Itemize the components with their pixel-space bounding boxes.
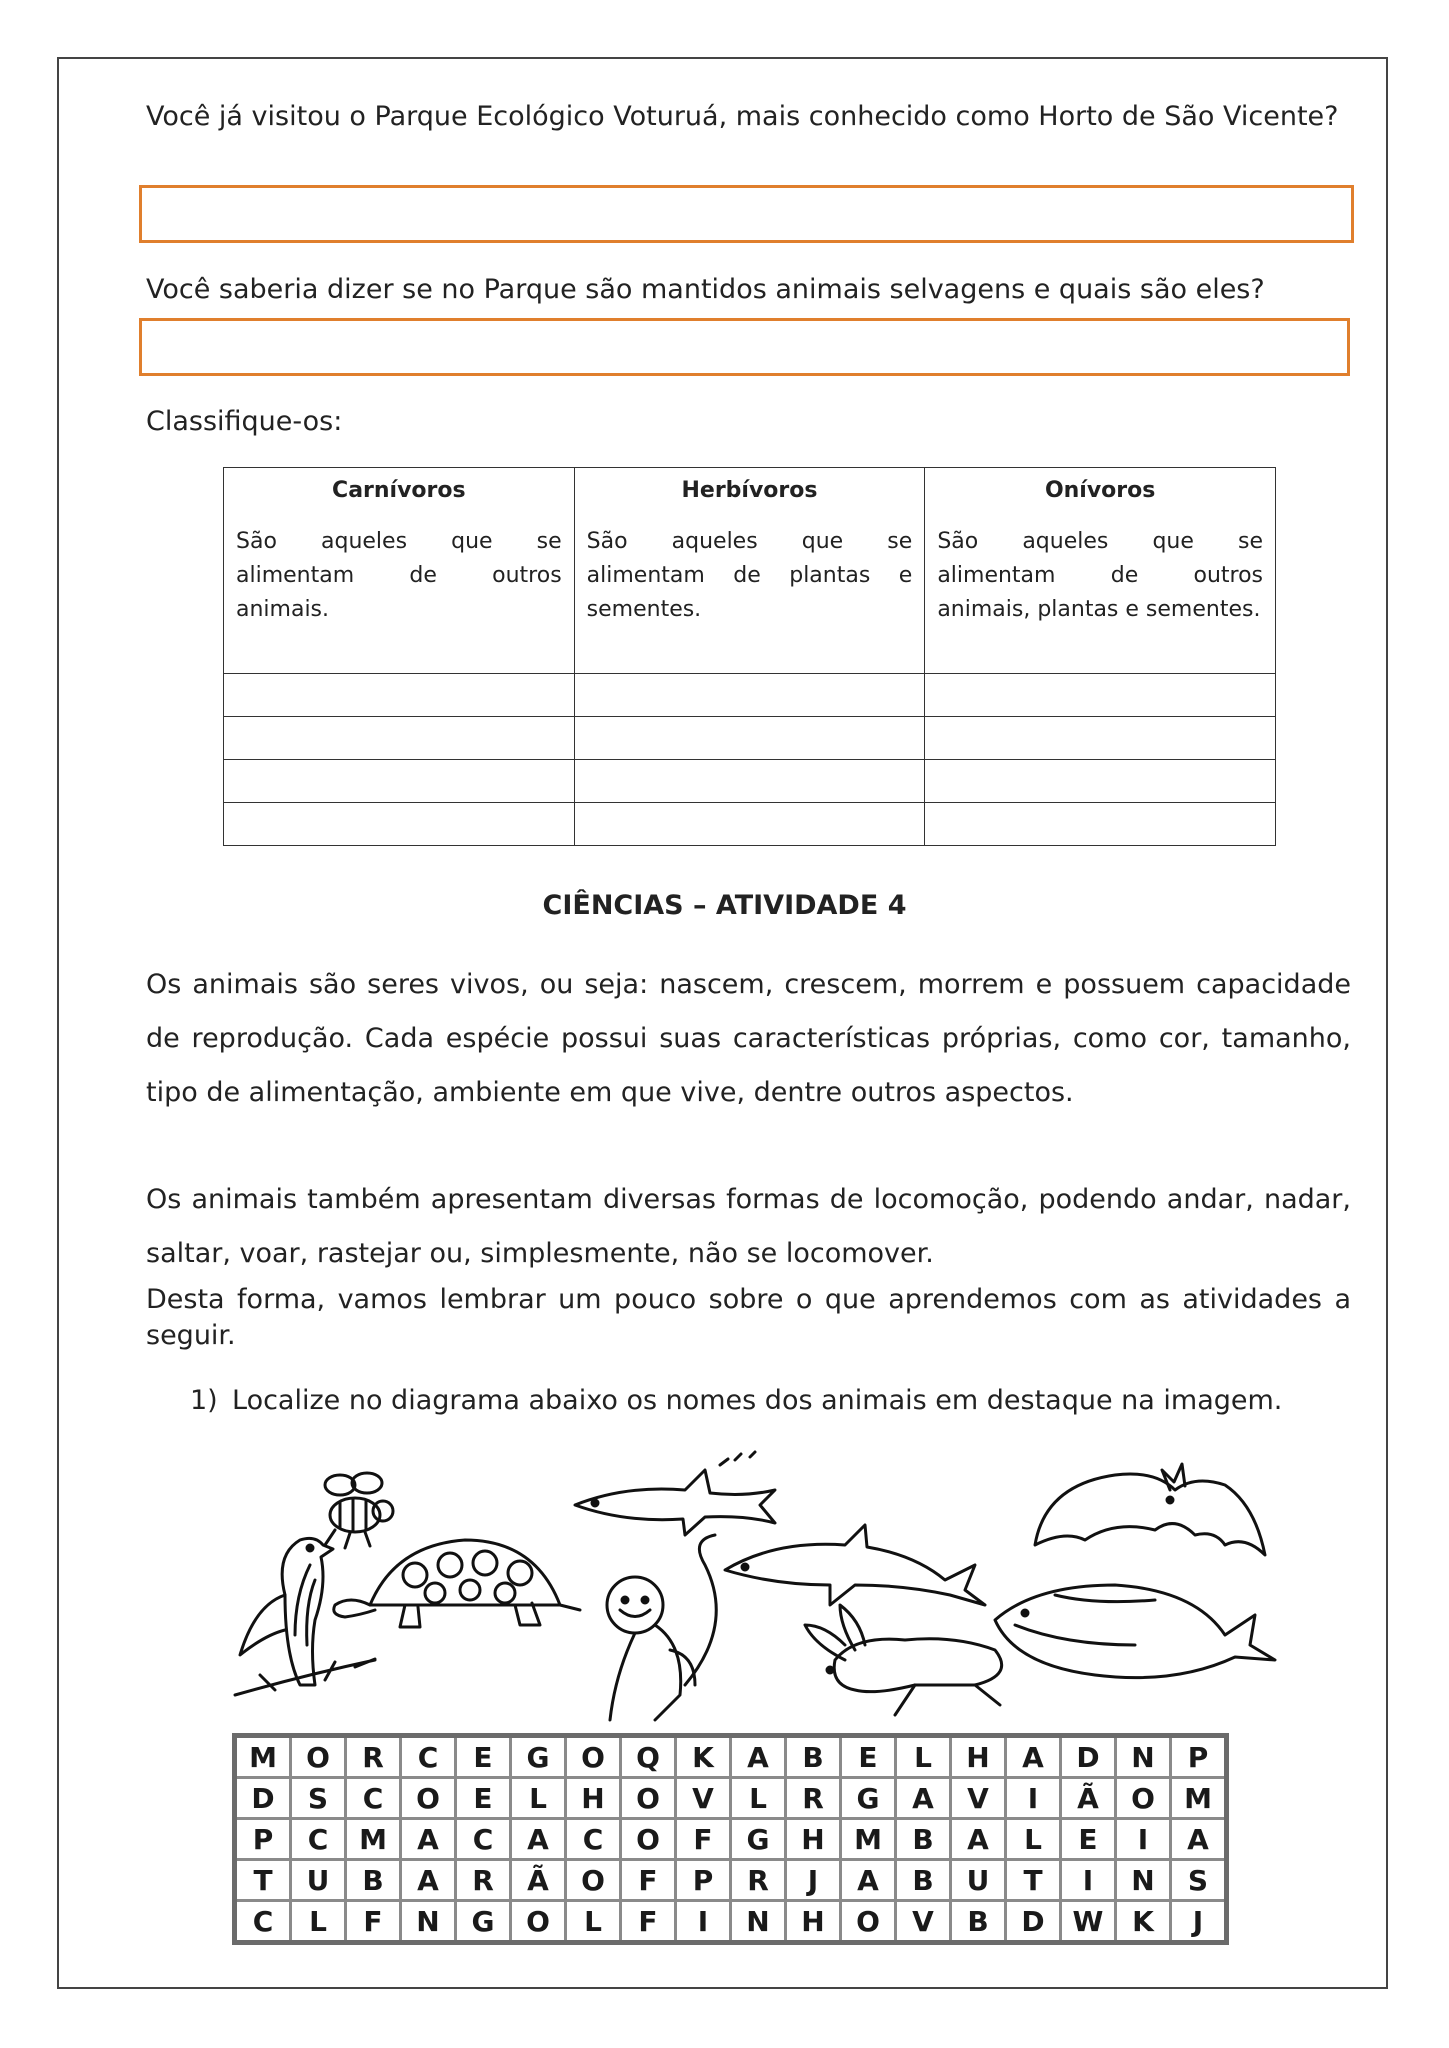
word-search-cell[interactable]: H [566, 1778, 621, 1819]
blank-row [224, 760, 1276, 803]
word-search-cell[interactable]: N [401, 1901, 456, 1943]
classify-prompt: Classifique-os: [146, 406, 343, 437]
word-search-cell[interactable]: D [235, 1778, 291, 1819]
word-search-cell[interactable]: J [1171, 1901, 1227, 1943]
word-search-cell[interactable]: O [511, 1901, 566, 1943]
blank-row [224, 717, 1276, 760]
word-search-cell[interactable]: F [676, 1819, 731, 1860]
word-search-cell[interactable]: C [235, 1901, 291, 1943]
word-search-cell[interactable]: C [346, 1778, 401, 1819]
word-search-cell[interactable]: S [1171, 1860, 1227, 1901]
word-search-cell[interactable]: P [1171, 1736, 1227, 1778]
header-omnivores: Onívoros [925, 468, 1276, 504]
word-search-cell[interactable]: M [841, 1819, 896, 1860]
word-search-row [235, 1860, 1227, 1901]
blank-row [224, 803, 1276, 846]
word-search-cell[interactable]: A [896, 1778, 951, 1819]
word-search-cell[interactable]: G [731, 1819, 786, 1860]
whale-drawing [995, 1585, 1275, 1678]
word-search-cell[interactable]: T [235, 1860, 291, 1901]
animals-illustration [215, 1445, 1295, 1725]
answer-box-animals[interactable] [139, 318, 1350, 376]
monkey-drawing [607, 1535, 716, 1720]
word-search-cell[interactable]: H [786, 1819, 841, 1860]
word-search-cell[interactable]: A [1006, 1736, 1061, 1778]
word-search-cell[interactable]: P [676, 1860, 731, 1901]
word-search-cell[interactable]: L [511, 1778, 566, 1819]
word-search-cell[interactable]: O [621, 1778, 676, 1819]
desc-herbivores: São aqueles que se alimentam de plantas e sementes. [574, 503, 925, 674]
word-search-cell[interactable]: R [456, 1860, 511, 1901]
word-search-cell[interactable]: S [291, 1778, 346, 1819]
word-search-cell[interactable]: A [511, 1819, 566, 1860]
word-search-cell[interactable]: O [291, 1736, 346, 1778]
blank-cell-carnivores[interactable] [224, 803, 575, 846]
word-search-cell[interactable]: B [346, 1860, 401, 1901]
word-search-cell[interactable]: A [951, 1819, 1006, 1860]
word-search-cell[interactable]: O [566, 1860, 621, 1901]
word-search-cell[interactable]: V [951, 1778, 1006, 1819]
exercise-1 [190, 1381, 1282, 1421]
word-search-cell[interactable]: E [456, 1736, 511, 1778]
word-search-cell[interactable]: A [401, 1860, 456, 1901]
blank-cell-omnivores[interactable] [925, 674, 1276, 717]
word-search-cell[interactable]: O [841, 1901, 896, 1943]
word-search-cell[interactable]: C [291, 1819, 346, 1860]
word-search-cell[interactable]: A [731, 1736, 786, 1778]
word-search-cell[interactable]: H [786, 1901, 841, 1943]
paragraph-living-beings: Os animais são seres vivos, ou seja: nascem, crescem, morrem e possuem capacidade de reprodução. Cada espécie possui suas características próprias, como cor, tamanho, tipo de alimentação, ambiente em que vive, dentre outros aspectos. [146, 969, 1351, 1108]
word-search-cell[interactable]: O [1116, 1778, 1171, 1819]
desc-omnivores: São aqueles que se alimentam de outros animais, plantas e sementes. [925, 503, 1276, 674]
word-search-cell[interactable]: J [786, 1860, 841, 1901]
word-search-cell[interactable]: M [1171, 1778, 1227, 1819]
word-search-cell[interactable]: B [896, 1819, 951, 1860]
word-search-cell[interactable]: G [511, 1736, 566, 1778]
word-search-row [235, 1901, 1227, 1943]
blank-cell-herbivores[interactable] [574, 760, 925, 803]
paragraph-intro-activities: Desta forma, vamos lembrar um pouco sobre o que aprendemos com as atividades a seguir. [146, 1284, 1351, 1351]
exercise-number: 1) [190, 1385, 218, 1416]
word-search-cell[interactable]: O [566, 1736, 621, 1778]
section-title: CIÊNCIAS – ATIVIDADE 4 [542, 890, 907, 921]
word-search-cell[interactable]: L [731, 1778, 786, 1819]
paragraph-locomotion: Os animais também apresentam diversas formas de locomoção, podendo andar, nadar, saltar, voar, rastejar ou, simplesmente, não se locomover. [146, 1184, 1351, 1269]
word-search-cell[interactable]: L [291, 1901, 346, 1943]
word-search-cell[interactable]: C [401, 1736, 456, 1778]
blank-cell-carnivores[interactable] [224, 760, 575, 803]
word-search-cell[interactable]: H [951, 1736, 1006, 1778]
classification-table [223, 467, 1276, 846]
shark-drawing [575, 1452, 775, 1535]
word-search-cell[interactable]: O [401, 1778, 456, 1819]
rabbit-drawing [805, 1605, 1002, 1715]
word-search-cell[interactable]: V [676, 1778, 731, 1819]
word-search-cell[interactable]: G [456, 1901, 511, 1943]
word-search-cell[interactable]: I [1116, 1819, 1171, 1860]
word-search-cell[interactable]: U [951, 1860, 1006, 1901]
blank-cell-omnivores[interactable] [925, 803, 1276, 846]
word-search-cell[interactable]: D [1006, 1901, 1061, 1943]
word-search-cell[interactable]: Q [621, 1736, 676, 1778]
word-search-cell[interactable]: K [1116, 1901, 1171, 1943]
blank-cell-herbivores[interactable] [574, 803, 925, 846]
word-search-row [235, 1819, 1227, 1860]
bat-drawing [1035, 1464, 1265, 1555]
question-visit: Você já visitou o Parque Ecológico Voturuá, mais conhecido como Horto de São Vicente? [146, 101, 1339, 132]
word-search-cell[interactable]: Ã [511, 1860, 566, 1901]
blank-cell-carnivores[interactable] [224, 674, 575, 717]
blank-cell-omnivores[interactable] [925, 760, 1276, 803]
word-search-cell[interactable]: R [346, 1736, 401, 1778]
word-search-cell[interactable]: P [235, 1819, 291, 1860]
word-search-cell[interactable]: E [841, 1736, 896, 1778]
word-search-cell[interactable]: B [951, 1901, 1006, 1943]
word-search-cell[interactable]: G [841, 1778, 896, 1819]
word-search-cell[interactable]: B [896, 1860, 951, 1901]
blank-cell-herbivores[interactable] [574, 674, 925, 717]
word-search-cell[interactable]: B [786, 1736, 841, 1778]
word-search-row [235, 1736, 1227, 1778]
dolphin-drawing [725, 1525, 985, 1605]
word-search-cell[interactable]: C [566, 1819, 621, 1860]
word-search-cell[interactable]: M [235, 1736, 291, 1778]
word-search-cell[interactable]: N [1116, 1860, 1171, 1901]
word-search-cell[interactable]: A [401, 1819, 456, 1860]
bee-drawing [325, 1473, 393, 1548]
word-search-cell[interactable]: E [1061, 1819, 1116, 1860]
word-search-cell[interactable]: F [346, 1901, 401, 1943]
word-search-cell[interactable]: N [1116, 1736, 1171, 1778]
word-search-cell[interactable]: M [346, 1819, 401, 1860]
question-animals: Você saberia dizer se no Parque são mantidos animais selvagens e quais são eles? [146, 274, 1265, 305]
blank-row [224, 674, 1276, 717]
word-search-cell[interactable]: O [621, 1819, 676, 1860]
turtle-drawing [334, 1540, 580, 1627]
blank-cell-omnivores[interactable] [925, 717, 1276, 760]
word-search-cell[interactable]: E [456, 1778, 511, 1819]
word-search-cell[interactable]: W [1061, 1901, 1116, 1943]
blank-cell-carnivores[interactable] [224, 717, 575, 760]
word-search-cell[interactable]: L [896, 1736, 951, 1778]
header-carnivores: Carnívoros [224, 468, 575, 504]
word-search-cell[interactable]: F [621, 1860, 676, 1901]
word-search-cell[interactable]: A [1171, 1819, 1227, 1860]
word-search-cell[interactable]: R [786, 1778, 841, 1819]
header-herbivores: Herbívoros [574, 468, 925, 504]
exercise-text: Localize no diagrama abaixo os nomes dos animais em destaque na imagem. [232, 1385, 1283, 1416]
word-search-cell[interactable]: L [566, 1901, 621, 1943]
word-search-cell[interactable]: Ã [1061, 1778, 1116, 1819]
word-search-cell[interactable]: C [456, 1819, 511, 1860]
word-search-cell[interactable]: N [731, 1901, 786, 1943]
answer-box-visit[interactable] [139, 185, 1354, 243]
word-search-grid [232, 1733, 1229, 1945]
word-search-cell[interactable]: I [1006, 1778, 1061, 1819]
word-search-cell[interactable]: I [676, 1901, 731, 1943]
word-search-cell[interactable]: D [1061, 1736, 1116, 1778]
word-search-cell[interactable]: L [1006, 1819, 1061, 1860]
word-search-cell[interactable]: T [1006, 1860, 1061, 1901]
desc-carnivores: São aqueles que se alimentam de outros animais. [224, 503, 575, 674]
word-search-cell[interactable]: U [291, 1860, 346, 1901]
word-search-cell[interactable]: I [1061, 1860, 1116, 1901]
blank-cell-herbivores[interactable] [574, 717, 925, 760]
word-search-cell[interactable]: K [676, 1736, 731, 1778]
word-search-cell[interactable]: R [731, 1860, 786, 1901]
word-search-row [235, 1778, 1227, 1819]
word-search-cell[interactable]: A [841, 1860, 896, 1901]
word-search-cell[interactable]: F [621, 1901, 676, 1943]
word-search-cell[interactable]: V [896, 1901, 951, 1943]
